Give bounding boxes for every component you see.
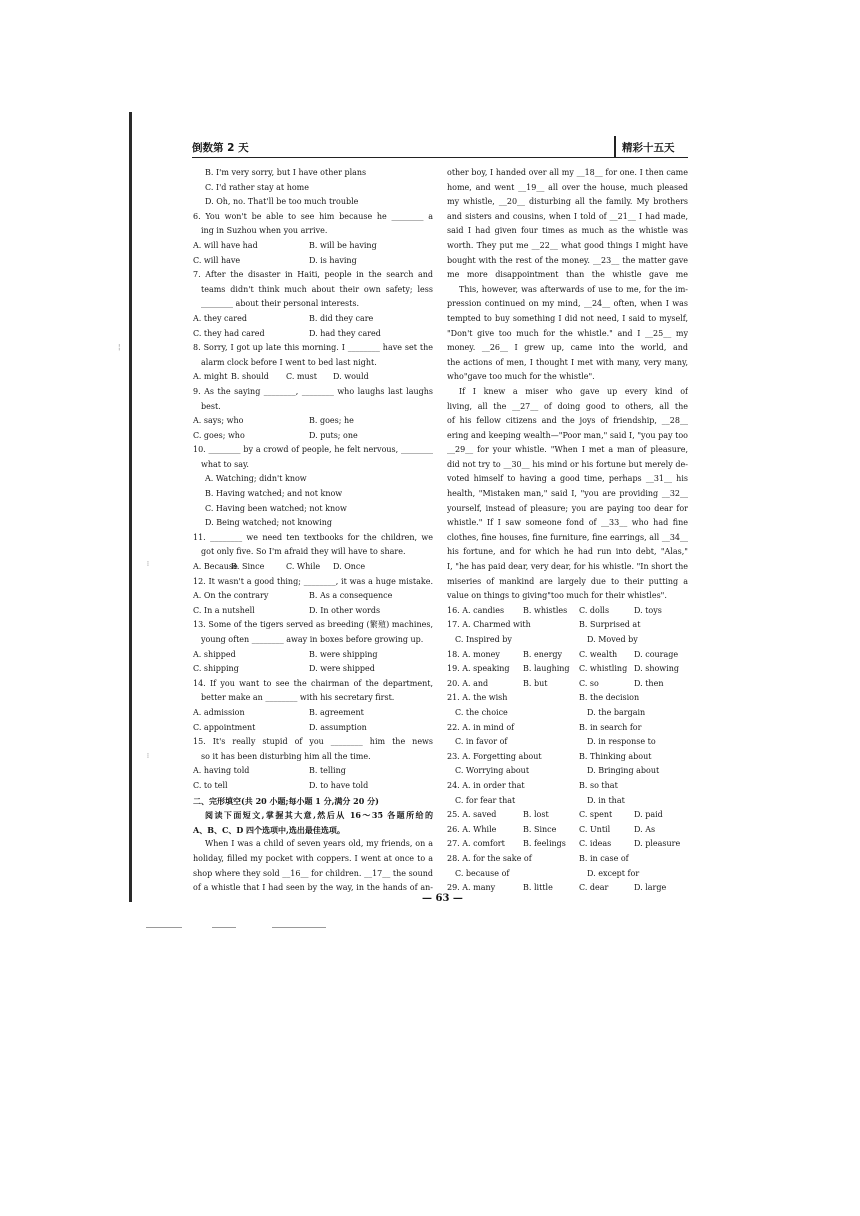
option-text: 17. A. Charmed with: [447, 620, 531, 630]
text-line: C. Having been watched; not know: [205, 503, 347, 513]
text-line: value on things to giving"too much for their whistles".: [447, 591, 667, 601]
text-line: D. Being watched; not knowing: [205, 518, 332, 528]
option-text: D. toys: [634, 605, 662, 615]
option-text: 23. A. Forgetting about: [447, 751, 542, 761]
left-column: [193, 166, 433, 896]
option-row: [193, 721, 433, 736]
option-row: [193, 764, 433, 779]
option-row: [447, 837, 688, 852]
option-row: [447, 852, 688, 867]
option-text: A. they cared: [193, 313, 247, 323]
option-text: D. then: [634, 678, 664, 688]
right-column: [447, 166, 688, 896]
option-row: [447, 881, 688, 896]
text-line: 13. Some of the tigers served as breeding (繁殖) machines,: [193, 620, 433, 630]
option-text: C. must: [286, 372, 317, 382]
option-text: A. On the contrary: [193, 591, 269, 601]
option-text: D. As: [634, 824, 656, 834]
option-text: 25. A. saved: [447, 810, 497, 820]
option-text: B. will be having: [309, 240, 377, 250]
text-line: other boy, I handed over all my __18__ for one. I then came: [447, 168, 688, 177]
text-line: the actions of men, I thought I met with many, very many,: [447, 357, 688, 367]
text-line: me more disappointment than the whistle gave me: [447, 270, 688, 280]
option-text: C. they had cared: [193, 328, 265, 338]
option-text: 28. A. for the sake of: [447, 853, 532, 863]
text-line: best.: [201, 401, 221, 411]
option-text: 20. A. and: [447, 678, 489, 688]
option-text: B. agreement: [309, 707, 364, 717]
option-text: A. having told: [193, 766, 250, 776]
text-line: A、B、C、D 四个选项中,选出最佳选项。: [193, 824, 345, 835]
option-text: C. Inspired by: [455, 635, 512, 644]
text-line: D. Oh, no. That'll be too much trouble: [205, 197, 359, 207]
option-row: [193, 327, 433, 342]
text-line: said I had given four times as much as the whistle was: [447, 226, 688, 236]
option-text: B. energy: [523, 649, 563, 659]
option-text: C. whistling: [579, 664, 628, 674]
option-row: [447, 735, 688, 750]
text-line: whistle." If I saw someone fond of __33__ who had fine: [447, 518, 688, 528]
text-line: ering and keeping wealth—"Poor man," said I, "you pay too: [447, 430, 688, 440]
option-text: D. pleasure: [634, 839, 681, 849]
text-line: bought with the rest of the money. __23__ the matter gave: [447, 255, 688, 265]
option-text: B. in search for: [579, 722, 642, 732]
text-line: 11. ________ we need ten textbooks for the children, we: [193, 532, 433, 542]
option-text: A. admission: [193, 707, 245, 717]
option-text: D. Bringing about: [587, 766, 660, 776]
option-text: B. Since: [523, 824, 557, 834]
text-line: 14. If you want to see the chairman of the department,: [193, 678, 433, 688]
option-text: B. but: [523, 678, 548, 688]
option-text: A. shipped: [193, 649, 236, 659]
header-right: 精彩十五天: [622, 142, 675, 154]
option-row: [447, 750, 688, 765]
text-line: who"gave too much for the whistle".: [447, 372, 595, 382]
option-text: B. the decision: [579, 693, 640, 703]
option-text: 16. A. candies: [447, 605, 505, 615]
option-row: [447, 706, 688, 721]
text-line: ________ about their personal interests.: [201, 299, 359, 309]
text-line: 二、完形填空(共 20 小题;每小题 1 分,满分 20 分): [193, 795, 379, 806]
option-text: 24. A. in order that: [447, 780, 525, 790]
option-text: D. Moved by: [587, 635, 638, 644]
text-line: alarm clock before I went to bed last night.: [201, 357, 377, 367]
option-text: B. little: [523, 883, 553, 893]
text-line: worth. They put me __22__ what good things I might have: [447, 240, 688, 250]
text-line: money. __26__ I grew up, came into the world, and: [447, 343, 688, 353]
option-text: D. Once: [333, 562, 366, 572]
option-text: 19. A. speaking: [447, 664, 510, 674]
text-line: miseries of mankind are largely due to their putting a: [447, 576, 688, 586]
text-line: what to say.: [201, 459, 249, 469]
option-text: C. in favor of: [455, 737, 508, 747]
text-line: did not try to __30__ his mind or his fortune but merely de-: [447, 459, 688, 469]
option-text: C. the choice: [455, 707, 508, 717]
option-text: B. goes; he: [309, 416, 354, 426]
option-text: B. telling: [309, 766, 346, 776]
option-text: C. Until: [579, 824, 611, 834]
option-text: C. appointment: [193, 722, 256, 732]
option-row: [447, 779, 688, 794]
option-text: D. to have told: [309, 780, 369, 790]
option-row: [447, 764, 688, 779]
text-line: "Don't give too much for the whistle." and I __25__ my: [447, 328, 688, 338]
option-text: D. In other words: [309, 605, 381, 615]
option-text: B. Surprised at: [579, 620, 641, 630]
option-text: B. As a consequence: [309, 591, 393, 601]
option-row: [193, 589, 433, 604]
option-row: [447, 662, 688, 677]
option-row: [447, 691, 688, 706]
option-row: [193, 779, 433, 794]
text-line: health, "Mistaken man," said I, "you are providing __32__: [447, 489, 688, 499]
text-line: yourself, instead of pleasure; you are paying too dear for: [447, 503, 688, 513]
scan-edge-rule: [129, 112, 132, 902]
option-text: D. would: [333, 372, 369, 382]
option-text: C. dolls: [579, 605, 610, 615]
option-row: [447, 794, 688, 809]
option-text: D. in response to: [587, 737, 656, 747]
text-line: 10. ________ by a crowd of people, he felt nervous, ________: [193, 445, 433, 455]
option-row: [447, 823, 688, 838]
option-text: A. says; who: [193, 416, 244, 426]
text-line: better make an ________ with his secretary first.: [201, 693, 395, 703]
option-row: [193, 429, 433, 444]
text-line: of a whistle that I had seen by the way, in the hands of an-: [193, 883, 433, 893]
text-line: holiday, filled my pocket with coppers. I went at once to a: [193, 853, 433, 863]
text-line: voted himself to having a good time, perhaps __31__ his: [447, 474, 688, 484]
option-text: D. the bargain: [587, 707, 646, 717]
text-line: shop where they sold __16__ for children. __17__ the sound: [193, 868, 433, 878]
page-number: — 63 —: [422, 893, 463, 904]
option-text: B. should: [231, 372, 269, 382]
option-text: B. did they care: [309, 313, 374, 323]
option-text: D. had they cared: [309, 328, 381, 338]
option-text: C. shipping: [193, 664, 239, 674]
option-text: C. to tell: [193, 780, 228, 790]
text-line: This, however, was afterwards of use to me, for the im-: [459, 284, 688, 294]
text-line: home, and went __19__ all over the house, much pleased: [447, 182, 688, 192]
text-line: 15. It's really stupid of you ________ him the news: [193, 737, 433, 747]
option-text: A. might: [193, 372, 228, 382]
text-line: young often ________ away in boxes before growing up.: [201, 635, 424, 644]
text-line: 8. Sorry, I got up late this morning. I ________ have set the: [193, 343, 433, 353]
text-line: B. Having watched; and not know: [205, 489, 343, 499]
option-text: B. so that: [579, 780, 618, 790]
option-text: D. showing: [634, 664, 679, 674]
option-row: [193, 604, 433, 619]
text-line: got only five. So I'm afraid they will have to share.: [201, 547, 406, 557]
option-text: A. will have had: [193, 240, 258, 250]
option-row: [193, 706, 433, 721]
option-text: B. feelings: [523, 839, 566, 849]
option-text: B. lost: [523, 810, 549, 820]
text-line: living, all the __27__ of doing good to others, all the: [447, 401, 688, 411]
text-line: ing in Suzhou when you arrive.: [201, 226, 328, 236]
option-text: 22. A. in mind of: [447, 722, 515, 732]
option-text: 18. A. money: [447, 649, 500, 659]
option-text: B. were shipping: [309, 649, 378, 659]
option-text: C. Worrying about: [455, 766, 530, 776]
option-row: [193, 560, 433, 575]
option-text: C. goes; who: [193, 430, 245, 440]
option-text: B. Thinking about: [579, 751, 652, 761]
option-row: [193, 648, 433, 663]
option-text: D. except for: [587, 868, 640, 878]
option-text: C. wealth: [579, 649, 618, 659]
text-line: his fortune, and for which he had run into debt, "Alas,": [447, 547, 688, 557]
option-text: A. Because: [193, 562, 238, 572]
margin-mark: ⁞: [147, 560, 149, 568]
header-rule: [192, 157, 688, 158]
text-line: C. I'd rather stay at home: [205, 182, 309, 192]
option-text: 29. A. many: [447, 883, 496, 893]
text-line: teams didn't think much about their own safety; less: [201, 284, 433, 294]
text-line: so it has been disturbing him all the time.: [201, 751, 371, 761]
option-row: [447, 648, 688, 663]
option-text: D. paid: [634, 810, 663, 820]
text-line: 阅读下面短文,掌握其大意,然后从 16～35 各题所给的: [205, 810, 433, 821]
text-line: B. I'm very sorry, but I have other plans: [205, 168, 367, 177]
option-text: C. so: [579, 678, 599, 688]
text-line: __29__ for your whistle. "When I met a man of pleasure,: [447, 445, 688, 455]
text-line: A. Watching; didn't know: [205, 474, 307, 484]
text-line: pression continued on my mind, __24__ often, when I was: [447, 299, 688, 309]
text-line: If I knew a miser who gave up every kind of: [459, 386, 688, 396]
scan-smudge: [212, 927, 236, 928]
option-text: B. laughing: [523, 664, 570, 674]
text-line: 7. After the disaster in Haiti, people in the search and: [193, 270, 433, 280]
option-text: C. for fear that: [455, 795, 516, 805]
margin-mark: ⁞: [147, 752, 149, 760]
text-line: 6. You won't be able to see him because he ________ a: [193, 211, 433, 221]
option-text: 27. A. comfort: [447, 839, 505, 849]
text-line: of his fellow citizens and the joys of friendship, __28__: [447, 416, 688, 426]
option-row: [193, 370, 433, 385]
text-line: 9. As the saying ________, ________ who laughs last laughs: [193, 386, 433, 396]
option-text: D. courage: [634, 649, 679, 659]
scan-smudge: [272, 927, 326, 928]
option-text: D. were shipped: [309, 664, 375, 674]
option-row: [447, 677, 688, 692]
option-text: 21. A. the wish: [447, 693, 508, 703]
option-text: 26. A. While: [447, 824, 497, 834]
scan-smudge: [146, 927, 182, 928]
option-row: [193, 254, 433, 269]
header-divider: [614, 136, 616, 158]
text-line: tempted to buy something I did not need, I said to myself,: [447, 313, 688, 323]
text-line: clothes, fine houses, fine furniture, fine earrings, all __34__: [447, 532, 688, 542]
option-row: [193, 414, 433, 429]
option-text: C. because of: [455, 868, 510, 878]
text-line: my whistle, __20__ disturbing all the family. My brothers: [447, 197, 688, 207]
option-row: [193, 312, 433, 327]
option-text: D. is having: [309, 255, 357, 265]
option-text: C. will have: [193, 255, 241, 265]
option-row: [447, 867, 688, 882]
margin-mark: ¦: [118, 343, 121, 351]
text-line: 12. It wasn't a good thing; ________, it was a huge mistake.: [193, 576, 433, 586]
option-text: D. large: [634, 883, 667, 893]
option-text: C. spent: [579, 810, 613, 820]
option-row: [447, 721, 688, 736]
option-row: [447, 604, 688, 619]
header-left: 倒数第 2 天: [192, 142, 249, 154]
option-text: D. in that: [587, 795, 625, 805]
option-text: B. in case of: [579, 853, 629, 863]
text-line: and sisters and cousins, when I told of __21__ I had made,: [447, 211, 688, 221]
option-row: [447, 808, 688, 823]
option-text: B. whistles: [523, 605, 568, 615]
option-text: C. ideas: [579, 839, 612, 849]
option-row: [447, 618, 688, 633]
option-row: [447, 633, 688, 648]
option-text: D. assumption: [309, 722, 367, 732]
option-text: B. Since: [231, 562, 265, 572]
text-line: When I was a child of seven years old, my friends, on a: [205, 839, 433, 849]
text-line: I, "he has paid dear, very dear, for his whistle. "In short the: [447, 562, 688, 572]
option-row: [193, 662, 433, 677]
option-row: [193, 239, 433, 254]
option-text: C. While: [286, 562, 321, 572]
option-text: C. dear: [579, 883, 609, 893]
option-text: D. puts; one: [309, 430, 358, 440]
option-text: C. In a nutshell: [193, 605, 255, 615]
